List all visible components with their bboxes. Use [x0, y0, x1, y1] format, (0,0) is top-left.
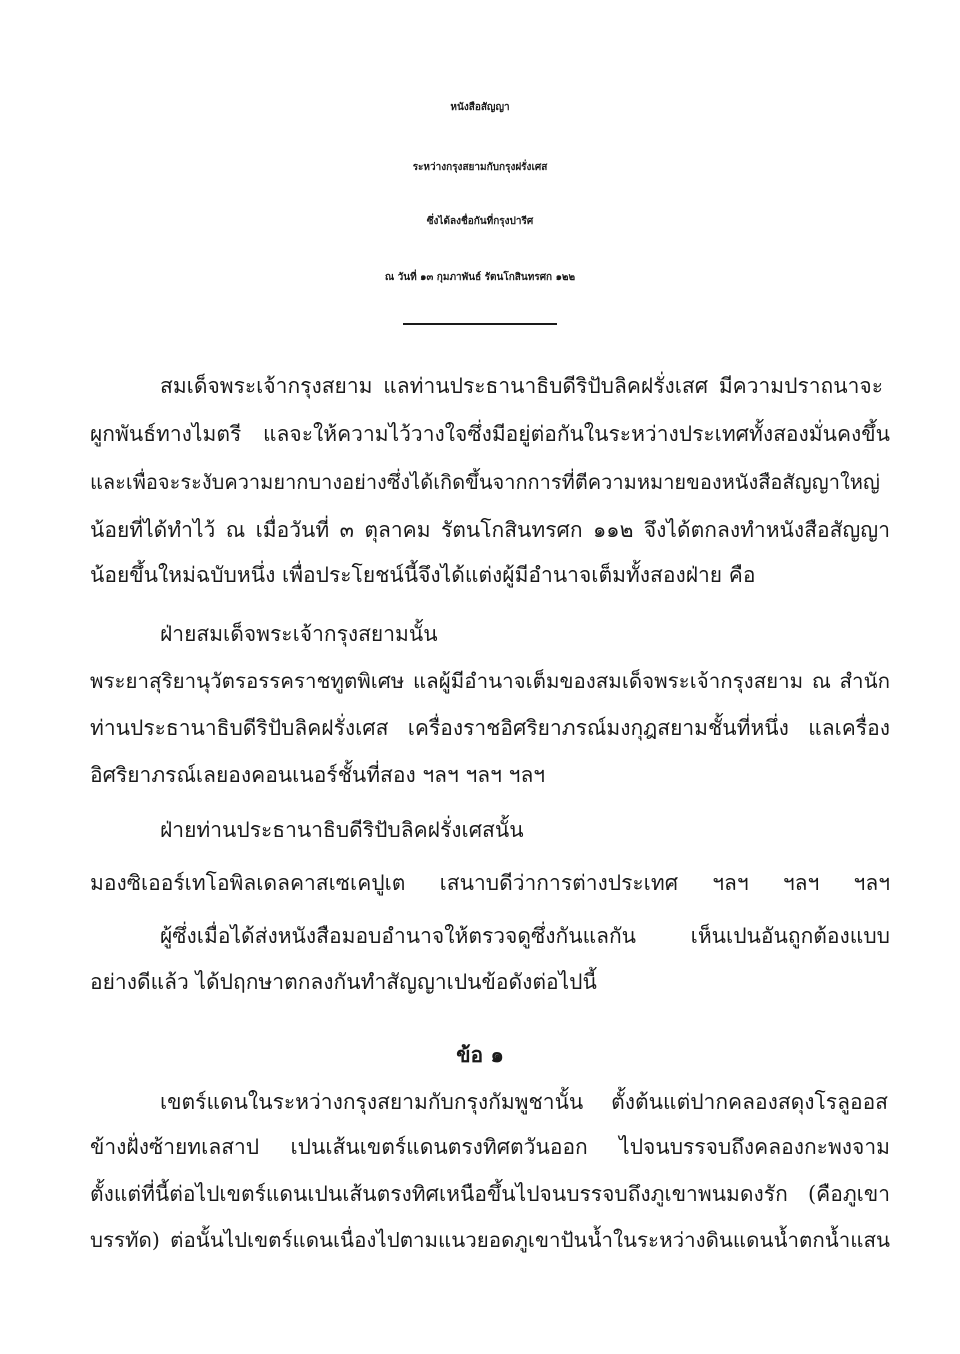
credentials-line: อย่างดีแล้ว ได้ปฤกษาตกลงกันทำสัญญาเปนข้อดังต่อไปนี้ [90, 970, 597, 994]
siam-plenipotentiary-line: อิศริยาภรณ์เลยองคอนเนอร์ชั้นที่สอง ฯลฯ ฯลฯ ฯลฯ [90, 763, 546, 787]
credentials-line: ผู้ซึ่งเมื่อได้ส่งหนังสือมอบอำนาจให้ตรวจดูซึ่งกันแลกัน เห็นเปนอันถูกต้องแบบ [160, 924, 890, 948]
article-1-line: ข้างฝั่งซ้ายทเลสาป เปนเส้นเขตร์แดนตรงทิศตวันออก ไปจนบรรจบถึงคลองกะพงจาม [90, 1135, 890, 1159]
article-1-line: บรรทัด) ต่อนั้นไปเขตร์แดนเนื่องไปตามแนวยอดภูเขาปันน้ำในระหว่างดินแดนน้ำตกน้ำแสน [90, 1228, 890, 1252]
france-plenipotentiary: มองซิเออร์เทโอพิลเดลคาสเซเคปูเต เสนาบดีว่าการต่างประเทศ ฯลฯ ฯลฯ ฯลฯ [90, 871, 890, 895]
siam-side-heading: ฝ่ายสมเด็จพระเจ้ากรุงสยามนั้น [160, 622, 438, 646]
article-heading: ข้อ ๑ [456, 1042, 504, 1067]
france-side-heading: ฝ่ายท่านประธานาธิบดีริปับลิคฝรั่งเศสนั้น [160, 818, 524, 842]
preamble-line: สมเด็จพระเจ้ากรุงสยาม แลท่านประธานาธิบดีริปับลิคฝรั่งเสศ มีความปราถนาจะ [160, 374, 883, 398]
article-1-line: เขตร์แดนในระหว่างกรุงสยามกับกรุงกัมพูชานั้น ตั้งต้นแต่ปากคลองสดุงโรลูออส [160, 1090, 888, 1114]
siam-plenipotentiary-line: พระยาสุริยานุวัตรอรรคราชทูตพิเศษ แลผู้มีอำนาจเต็มของสมเด็จพระเจ้ากรุงสยาม ณ สำนัก [90, 669, 890, 693]
preamble-line: ผูกพันธ์ทางไมตรี แลจะให้ความไว้วางใจซึ่งมีอยู่ต่อกันในระหว่างประเทศทั้งสองมั่นคงขึ้น [90, 422, 890, 446]
article-1-line: ตั้งแต่ที่นี้ต่อไปเขตร์แดนเปนเส้นตรงทิศเหนือขึ้นไปจนบรรจบถึงภูเขาพนมดงรัก (คือภูเขา [90, 1182, 890, 1206]
title-divider [403, 323, 557, 325]
document-title: หนังสือสัญญา [450, 102, 510, 113]
preamble-line: และเพื่อจะระงับความยากบางอย่างซึ่งได้เกิดขึ้นจากการที่ตีความหมายของหนังสือสัญญาใหญ่ [90, 470, 880, 494]
preamble-line: น้อยขึ้นใหม่ฉบับหนึ่ง เพื่อประโยชน์นี้จึงได้แต่งผู้มีอำนาจเต็มทั้งสองฝ่าย คือ [90, 563, 756, 587]
document-subtitle: ระหว่างกรุงสยามกับกรุงฝรั่งเศส [412, 162, 548, 173]
siam-plenipotentiary-line: ท่านประธานาธิบดีริปับลิคฝรั่งเศส เครื่องราชอิศริยาภรณ์มงกุฎสยามชั้นที่หนึ่ง แลเครื่อง [90, 716, 890, 740]
signing-place: ซึ่งได้ลงชื่อกันที่กรุงปารีศ [426, 216, 534, 227]
signing-date: ณ วันที่ ๑๓ กุมภาพันธ์ รัตนโกสินทรศก ๑๒๒ [384, 272, 576, 283]
preamble-line: น้อยที่ได้ทำไว้ ณ เมื่อวันที่ ๓ ตุลาคม รัตนโกสินทรศก ๑๑๒ จึงได้ตกลงทำหนังสือสัญญา [90, 518, 890, 542]
